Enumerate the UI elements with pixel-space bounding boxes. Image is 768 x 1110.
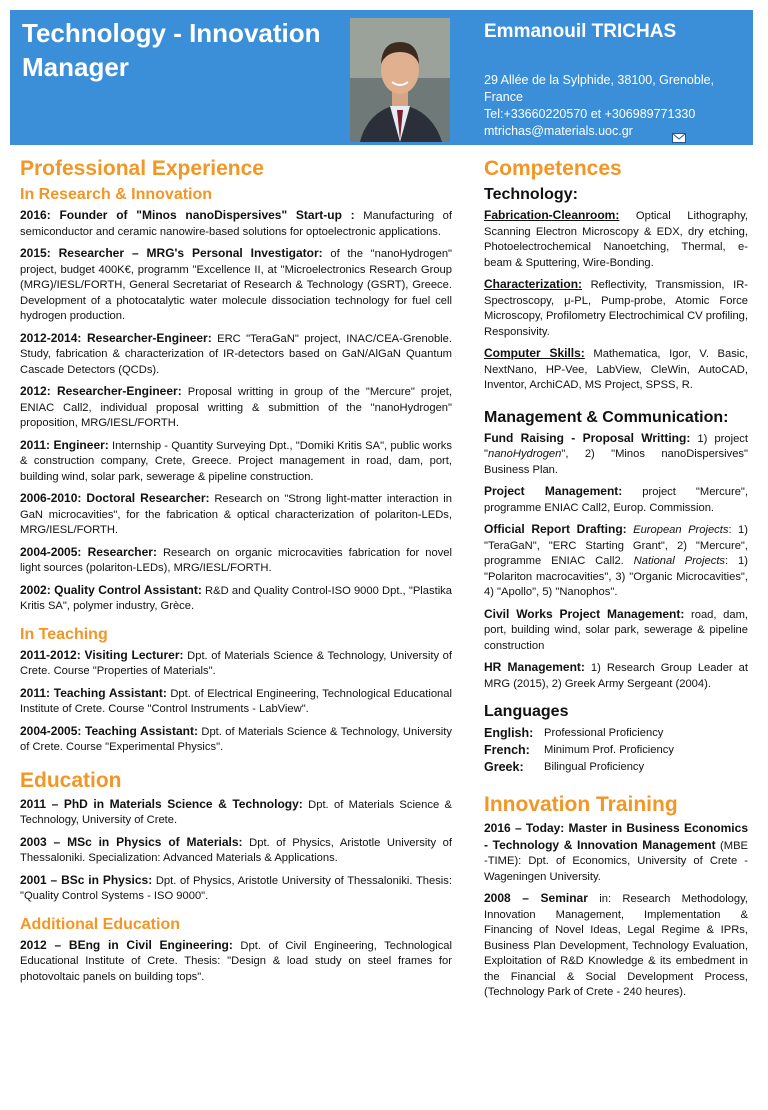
contact-block bbox=[484, 72, 754, 140]
experience-entry: 2006-2010: Doctoral Researcher: Research on "Strong light-matter interaction in GaN microcavities", for the fabrication & optical characterization of polariton-LEDs, MRG/IESL/FORTH. bbox=[20, 491, 452, 536]
subsection-technology: Technology: bbox=[484, 186, 578, 203]
language-row: French: Minimum Prof. Proficiency bbox=[484, 743, 674, 757]
address-line-2: France bbox=[484, 90, 523, 104]
additional-education-entry: 2012 – BEng in Civil Engineering: Dpt. of Civil Engineering, Technological Educational Institute of Crete. Thesis: "Design & load study on steel frames for photovoltaic panels on building tops". bbox=[20, 937, 452, 983]
subsection-management: Management & Communication: bbox=[484, 408, 729, 426]
language-row: Greek: Bilingual Proficiency bbox=[484, 760, 645, 774]
phone: Tel:+33660220570 et +306989771330 bbox=[484, 107, 696, 121]
education-entry: 2001 – BSc in Physics: Dpt. of Physics, Aristotle University of Thessaloniki. Thesis: "Quality Control Systems - ISO 9000". bbox=[20, 872, 452, 902]
competence-entry: Computer Skills: Mathematica, Igor, V. Basic, NextNano, HP-Vee, LabView, CleWin, AutoCAD, Inventor, ArchiCAD, MS Project, SPSS, R. bbox=[484, 346, 748, 391]
management-entry: HR Management: 1) Research Group Leader at MRG (2015), 2) Greek Army Sergeant (2004). bbox=[484, 660, 748, 690]
teaching-entry: 2011-2012: Visiting Lecturer: Dpt. of Materials Science & Technology, University of Crete. Course "Properties of Materials". bbox=[20, 647, 452, 677]
experience-entry: 2011: Engineer: Internship - Quantity Surveying Dpt., "Domiki Kritis SA", public works & construction company, Crete, Greece. Project management in road, dam, port, building wind, solar park, sewerage & pipeline construction. bbox=[20, 437, 452, 483]
left-column bbox=[20, 156, 452, 991]
title-line-2: Manager bbox=[22, 52, 129, 82]
section-innovation-training: Innovation Training bbox=[484, 793, 678, 816]
management-entry: Project Management: project "Mercure", programme ENIAC Call2, Europ. Commission. bbox=[484, 484, 748, 514]
page-title bbox=[22, 16, 352, 84]
education-entry: 2003 – MSc in Physics of Materials: Dpt. of Physics, Aristotle University of Thessaloniki. Specialization: Advanced Materials & Applications. bbox=[20, 834, 452, 864]
experience-entry: 2012-2014: Researcher-Engineer: ERC "TeraGaN" project, INAC/CEA-Grenoble. Study, fabrication & characterization of IR-detectors based on GaN/AlGaN Quantum Cascade Detectors (QCDs). bbox=[20, 330, 452, 376]
competence-entry: Fabrication-Cleanroom: Optical Lithography, Scanning Electron Microscopy & EDX, dry etching, Photoelectrochemical Nanoetching, Thermal, e-beam & Sputtering, Wire-Bonding. bbox=[484, 208, 748, 269]
email-link[interactable]: mtrichas@materials.uoc.gr bbox=[484, 124, 633, 138]
header-banner bbox=[10, 10, 753, 145]
competence-entry: Characterization: Reflectivity, Transmission, IR-Spectroscopy, μ-PL, Pump-probe, Atomic Force Microscopy, Profilometry Electrochimical CV profiling, Responsivity. bbox=[484, 277, 749, 338]
title-line-1: Technology - Innovation bbox=[22, 18, 321, 48]
management-entry: Civil Works Project Management: road, dam, port, building wind, solar park, sewerage & pipeline construction bbox=[484, 606, 748, 652]
subsection-teaching: In Teaching bbox=[20, 625, 108, 643]
subsection-languages: Languages bbox=[484, 703, 569, 720]
section-professional-experience: Professional Experience bbox=[20, 157, 264, 180]
right-column bbox=[484, 156, 748, 1007]
section-education: Education bbox=[20, 768, 122, 792]
teaching-entry: 2011: Teaching Assistant: Dpt. of Electrical Engineering, Technological Educational Institute of Crete. Course "Control Instruments - LabView". bbox=[20, 685, 452, 715]
subsection-research: In Research & Innovation bbox=[20, 186, 213, 203]
envelope-icon[interactable] bbox=[672, 133, 686, 143]
language-row: English: Professional Proficiency bbox=[484, 726, 664, 740]
address-line-1: 29 Allée de la Sylphide, 38100, Grenoble, bbox=[484, 73, 715, 87]
experience-entry: 2016: Founder of "Minos nanoDispersives" Start-up : Manufacturing of semiconductor and ceramic nanowire-based solutions for optoelectronic applications. bbox=[20, 208, 452, 238]
experience-entry: 2012: Researcher-Engineer: Proposal writting in group of the "Mercure" projet, ENIAC Call2, individual proposal writting & submittion of the "nanoHydrogen" proposition, MRG/IESL/FORTH. bbox=[20, 384, 452, 429]
education-entry: 2011 – PhD in Materials Science & Technology: Dpt. of Materials Science & Technology, University of Crete. bbox=[20, 796, 452, 826]
subsection-additional-education: Additional Education bbox=[20, 915, 180, 933]
management-entry: Fund Raising - Proposal Writting: 1) project "nanoHydrogen", 2) "Minos nanoDispersives" Business Plan. bbox=[484, 430, 748, 476]
section-competences: Competences bbox=[484, 157, 622, 180]
experience-entry: 2002: Quality Control Assistant: R&D and Quality Control-ISO 9000 Dpt., "Plastika Kritis SA", polymer industry, Grèce. bbox=[20, 582, 452, 612]
person-name: Emmanouil TRICHAS bbox=[484, 21, 677, 42]
training-entry: 2008 – Seminar in: Research Methodology, Innovation Management, Implementation & Financing of Novel Ideas, Legal Regime & IPRs, Business Plan Development, Technology Evaluation, Exploitation of R&D Knowledge & its embedment in the Financial & Social Development Process, (Technology Park of Crete - 240 heures). bbox=[484, 891, 748, 998]
training-entry: 2016 – Today: Master in Business Economics - Technology & Innovation Management (MBE -TIME): Dpt. of Economics, University of Crete - Wageningen University. bbox=[484, 821, 749, 883]
management-entry: Official Report Drafting: European Projects: 1) "TeraGaN", "ERC Starting Grant", 2) "Mercure", programme ENIAC Call2. National Projects: 1) "Polariton macrocavities", 3) "Organic Microcavities", 4) "Apollo", 5) "Nanophos". bbox=[484, 522, 748, 598]
experience-entry: 2015: Researcher – MRG's Personal Investigator: of the "nanoHydrogen" project, budget 400K€, programm "Excellence II, at "Microelectronics Research Group (MRG)/IESL/FORTH, General Secretariat of Research & Technology (GSRT), Greece. Development of a photocatalytic water molecule dissociation technology for fuel cell hydrogen production. bbox=[20, 246, 453, 322]
teaching-entry: 2004-2005: Teaching Assistant: Dpt. of Materials Science & Technology, University of Crete. Course "Experimental Physics". bbox=[20, 723, 452, 753]
profile-photo bbox=[350, 18, 450, 142]
experience-entry: 2004-2005: Researcher: Research on organic microcavities fabrication for novel light sources (polariton-LEDs), MRG/IESL/FORTH. bbox=[20, 544, 453, 574]
